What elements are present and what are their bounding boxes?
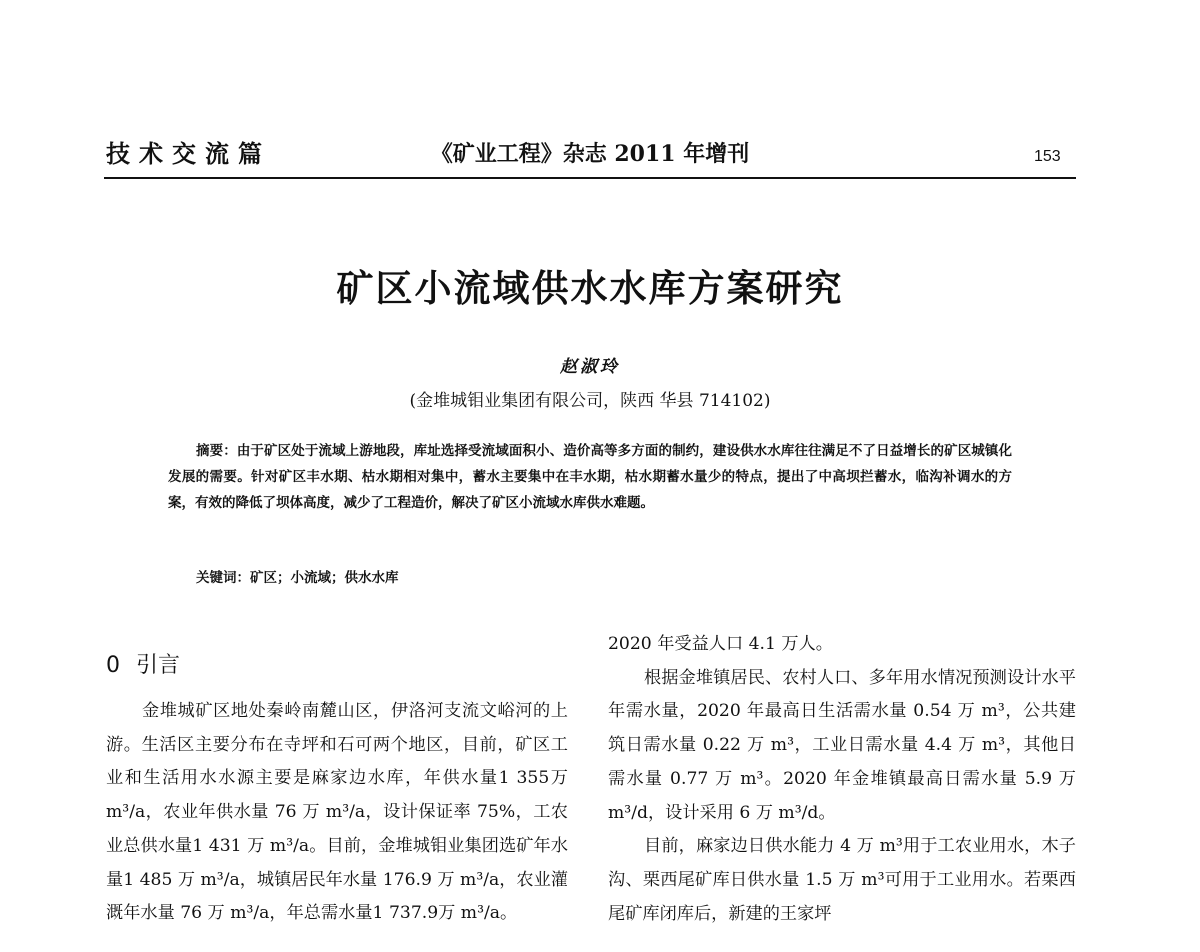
running-header-section: 技术交流篇 xyxy=(106,139,271,168)
left-column xyxy=(106,695,568,931)
running-header-journal: 《矿业工程》杂志 2011 年增刊 xyxy=(430,141,750,167)
keywords-label: 关键词： xyxy=(196,570,250,586)
page-number: 153 xyxy=(1034,148,1061,165)
keywords-text: 矿区；小流域；供水水库 xyxy=(250,570,399,586)
section-title: 引言 xyxy=(136,653,181,678)
abstract-label: 摘要： xyxy=(196,443,237,459)
paragraph: 金堆城矿区地处秦岭南麓山区，伊洛河支流文峪河的上游。生活区主要分布在寺坪和石可两个地区，目前，矿区工业和生活用水水源主要是麻家边水库，年供水量1 355万 m³/a，农业年供水量 76 万 m³/a，设计保证率 75%，工农业总供水量1 431 万 m³/a。目前，金堆城钼业集团选矿年水量1 485 万 m³/a，城镇居民年水量 176.9 万 m³/a，农业灌溉年水量 76 万 m³/a，年总需水量1 737.9万 m³/a。 xyxy=(106,701,568,924)
article-title: 矿区小流域供水水库方案研究 xyxy=(336,266,844,310)
keywords xyxy=(196,566,399,586)
paragraph: 根据金堆镇居民、农村人口、多年用水情况预测设计水平年需水量，2020 年最高日生活需水量 0.54 万 m³，公共建筑日需水量 0.22 万 m³，工业日需水量 4.4 万 m³，其他日需水量 0.77 万 m³。2020 年金堆镇最高日需水量 5.9 万 m³/d，设计采用 6 万 m³/d。 xyxy=(608,667,1076,823)
abstract xyxy=(168,438,1012,516)
header-rule xyxy=(104,177,1076,179)
right-column xyxy=(608,628,1076,931)
paragraph: 目前，麻家边日供水能力 4 万 m³用于工农业用水，木子沟、栗西尾矿库日供水量 1.5 万 m³可用于工业用水。若栗西尾矿库闭库后，新建的王家坪 xyxy=(608,836,1076,924)
paragraph: 2020 年受益人口 4.1 万人。 xyxy=(608,634,833,654)
section-number: 0 xyxy=(106,653,120,678)
section-heading xyxy=(106,648,180,679)
abstract-text: 由于矿区处于流域上游地段，库址选择受流域面积小、造价高等多方面的制约，建设供水水库往往满足不了日益增长的矿区城镇化发展的需要。针对矿区丰水期、枯水期相对集中，蓄水主要集中在丰水期，枯水期蓄水量少的特点，提出了中高坝拦蓄水，临沟补调水的方案，有效的降低了坝体高度，减少了工程造价，解决了矿区小流域水库供水难题。 xyxy=(168,443,1013,511)
author-name: 赵淑玲 xyxy=(560,357,620,377)
author-affiliation: (金堆城钼业集团有限公司，陕西 华县 714102) xyxy=(409,391,771,411)
